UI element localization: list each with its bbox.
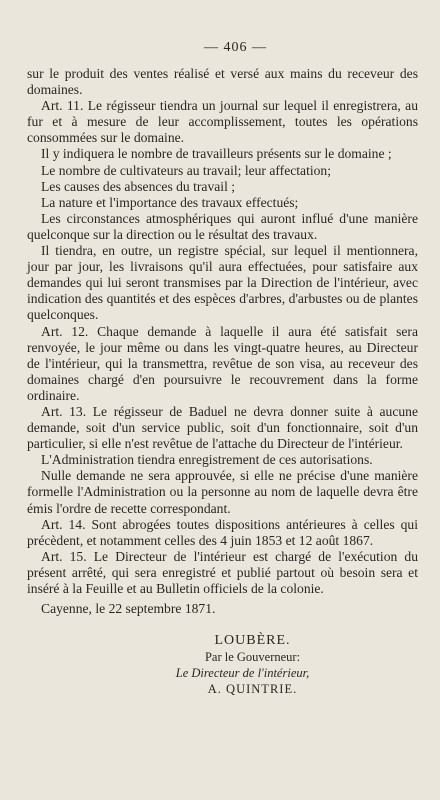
paragraph: Il y indiquera le nombre de travailleurs présents sur le domaine ; — [41, 146, 392, 162]
paragraph: La nature et l'importance des travaux effectués; — [41, 194, 299, 210]
paragraph-article-12: Art. 12. Chaque demande à laquelle il aura été satisfait sera renvoyée, le jour même ou dans les vingt-quatre heures, au Directeur de l'intérieur, qui la transmettra, revêtue de son visa, au receveur des domaines chargé d'en poursuivre le recouvrement dans la forme ordinaire. — [27, 323, 418, 403]
signature-official: A. QUINTRIE. — [207, 682, 298, 697]
paragraph-article-14: Art. 14. Sont abrogées toutes dispositions antérieures à celles qui précèdent, et notamment celles des 4 juin 1853 et 12 août 1867. — [27, 516, 418, 548]
page-number: — 406 — — [204, 40, 267, 55]
signature-name: LOUBÈRE. — [214, 633, 291, 649]
date-line: Cayenne, le 22 septembre 1871. — [41, 601, 216, 617]
paragraph: Les circonstances atmosphériques qui auront influé d'une manière quelconque sur la direction ou le résultat des travaux. — [27, 210, 418, 242]
signature-by-line: Par le Gouverneur: — [204, 650, 301, 665]
paragraph: Le nombre de cultivateurs au travail; leur affectation; — [41, 162, 332, 178]
paragraph-article-15: Art. 15. Le Directeur de l'intérieur est chargé de l'exécution du présent arrêté, qui sera enregistré et publié partout où besoin sera et inséré à la Feuille et au Bulletin officiels de la colonie. — [27, 548, 418, 596]
signature-director: Le Directeur de l'intérieur, — [175, 666, 310, 681]
paragraph-article-11: Art. 11. Le régisseur tiendra un journal sur lequel il enregistrera, au fur et à mesure de leur accomplissement, toutes les opérations consommées sur le domaine. — [27, 98, 418, 146]
paragraph: Les causes des absences du travail ; — [41, 178, 236, 194]
paragraph: Nulle demande ne sera approuvée, si elle ne précise d'une manière formelle l'Administration ou la personne au nom de laquelle devra être émis l'ordre de recette correspondant. — [27, 468, 418, 516]
paragraph-article-13: Art. 13. Le régisseur de Baduel ne devra donner suite à aucune demande, soit d'un service public, soit d'un fonctionnaire, soit d'un particulier, si elle n'est revêtue de l'attache du Directeur de l'intérieur. — [27, 403, 418, 452]
paragraph: sur le produit des ventes réalisé et versé aux mains du receveur des domaines. — [27, 66, 418, 98]
paragraph: L'Administration tiendra enregistrement de ces autorisations. — [41, 452, 373, 468]
body-text — [27, 66, 418, 617]
signature-block — [27, 633, 418, 697]
paragraph: Il tiendra, en outre, un registre spécial, sur lequel il mentionnera, jour par jour, les livraisons qu'il aura effectuées, pour satisfaire aux demandes qui lui seront transmises par la Direction de l'intérieur, avec indication des quantités et des espèces d'arbres, d'arbustes ou de plantes quelconques. — [27, 243, 418, 323]
